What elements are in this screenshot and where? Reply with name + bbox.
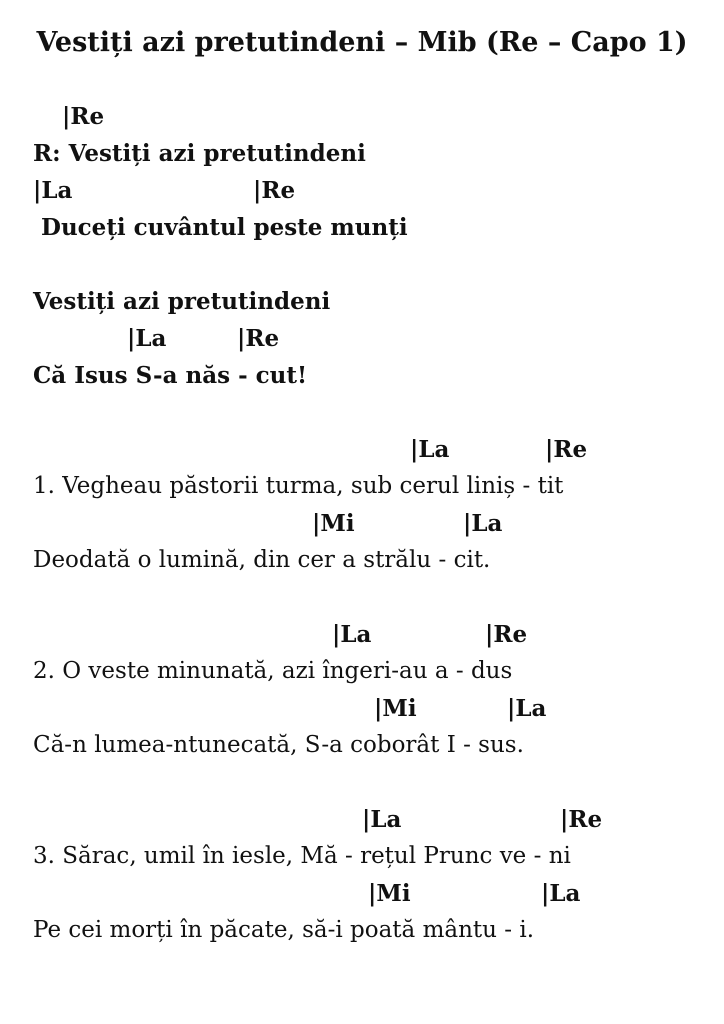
chord-line	[0, 98, 724, 135]
chord-symbol: |La	[507, 695, 547, 722]
chord-line	[0, 320, 724, 357]
chord-symbol: |La	[541, 880, 581, 907]
chord-symbol: |Re	[545, 436, 588, 463]
chord-line	[0, 616, 724, 653]
lyric-line: Vestiți azi pretutindeni	[33, 288, 331, 315]
blank-line	[0, 579, 724, 616]
chord-symbol: |Re	[237, 325, 280, 352]
chord-symbol: |Mi	[312, 510, 355, 537]
lyric-line: Că-n lumea-ntunecată, S-a coborât I - sus.	[33, 732, 524, 758]
song-title: Vestiți azi pretutindeni – Mib (Re – Capo 1)	[36, 27, 688, 58]
chord-line	[0, 801, 724, 838]
chord-symbol: |Re	[253, 177, 296, 204]
chord-symbol: |Re	[485, 621, 528, 648]
blank-line	[0, 394, 724, 431]
chord-symbol: |La	[332, 621, 372, 648]
lyric-line: Duceți cuvântul peste munți	[33, 214, 408, 241]
chord-symbol: |La	[33, 177, 73, 204]
chord-symbol: |Mi	[368, 880, 411, 907]
chord-line	[0, 431, 724, 468]
chord-symbol: |La	[127, 325, 167, 352]
lyric-line: 1. Vegheau păstorii turma, sub cerul liniș - tit	[33, 473, 564, 499]
chord-line	[0, 875, 724, 912]
lyric-line: 2. O veste minunată, azi îngeri-au a - dus	[33, 658, 513, 684]
chord-line	[0, 505, 724, 542]
chord-symbol: |Mi	[374, 695, 417, 722]
chord-symbol: |La	[362, 806, 402, 833]
chord-symbol: |Re	[62, 103, 105, 130]
chord-line	[0, 690, 724, 727]
lyric-line: 3. Sărac, umil în iesle, Mă - rețul Prunc ve - ni	[33, 843, 571, 869]
blank-line	[0, 764, 724, 801]
lyric-line: R: Vestiți azi pretutindeni	[33, 140, 366, 167]
chord-line	[0, 172, 724, 209]
lyric-line: Pe cei morți în păcate, să-i poată mântu - i.	[33, 917, 535, 943]
song-lines	[0, 98, 724, 949]
blank-line	[0, 246, 724, 283]
chord-symbol: |La	[410, 436, 450, 463]
lyric-line: Că Isus S-a năs - cut!	[33, 362, 308, 389]
lyric-line: Deodată o lumină, din cer a strălu - cit.	[33, 547, 491, 573]
chord-symbol: |Re	[560, 806, 603, 833]
chord-symbol: |La	[463, 510, 503, 537]
